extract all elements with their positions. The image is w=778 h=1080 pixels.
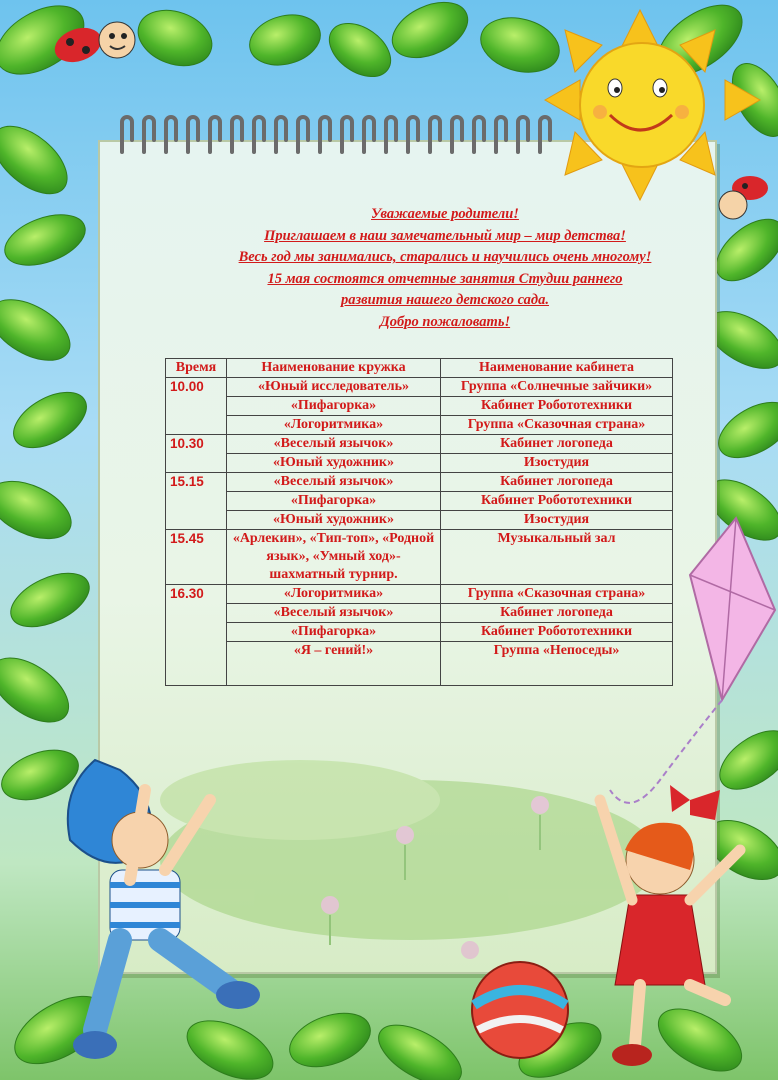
intro-line-1: Уважаемые родители!: [371, 206, 519, 222]
header-room: Наименование кабинета: [441, 359, 673, 378]
room-cell: Кабинет Робототехники: [441, 623, 673, 642]
club-cell: «Веселый язычок»: [227, 473, 441, 492]
room-cell: Группа «Солнечные зайчики»: [441, 378, 673, 397]
table-row: [166, 604, 673, 623]
room-cell: Изостудия: [441, 454, 673, 473]
club-cell: «Юный исследователь»: [227, 378, 441, 397]
club-cell: «Логоритмика»: [227, 416, 441, 435]
club-cell: «Юный художник»: [227, 454, 441, 473]
intro-line-3: Весь год мы занимались, старались и научились очень многому!: [238, 249, 652, 265]
table-row: [166, 642, 673, 686]
table-row: [166, 416, 673, 435]
room-cell: Кабинет Робототехники: [441, 492, 673, 511]
club-cell: «Арлекин», «Тип-топ», «Родной язык», «Умный ход»- шахматный турнир.: [227, 530, 441, 585]
club-cell: «Веселый язычок»: [227, 435, 441, 454]
club-cell: «Веселый язычок»: [227, 604, 441, 623]
intro-line-6: Добро пожаловать!: [379, 313, 511, 330]
time-cell: 10.30: [166, 435, 227, 473]
table-row: [166, 585, 673, 604]
table-header-row: [166, 359, 673, 378]
header-time: Время: [166, 359, 227, 378]
room-cell: Кабинет логопеда: [441, 604, 673, 623]
table-row: [166, 454, 673, 473]
room-cell: Кабинет логопеда: [441, 435, 673, 454]
club-cell: «Я – гений!»: [227, 642, 441, 686]
intro-line-2: Приглашаем в наш замечательный мир – мир детства!: [264, 227, 626, 244]
room-cell: Музыкальный зал: [441, 530, 673, 585]
time-cell: 10.00: [166, 378, 227, 435]
intro-line-4: 15 мая состоятся отчетные занятия Студии раннего: [267, 270, 623, 287]
table-row: [166, 473, 673, 492]
time-cell: 15.15: [166, 473, 227, 530]
table-row: [166, 530, 673, 585]
table-row: [166, 492, 673, 511]
table-row: [166, 511, 673, 530]
room-cell: Группа «Непоседы»: [441, 642, 673, 686]
club-cell: «Пифагорка»: [227, 397, 441, 416]
club-cell: «Логоритмика»: [227, 585, 441, 604]
club-cell: «Пифагорка»: [227, 492, 441, 511]
club-cell: «Юный художник»: [227, 511, 441, 530]
table-row: [166, 397, 673, 416]
room-cell: Изостудия: [441, 511, 673, 530]
schedule-table: [165, 358, 673, 686]
room-cell: Кабинет логопеда: [441, 473, 673, 492]
header-club: Наименование кружка: [227, 359, 441, 378]
time-cell: 15.45: [166, 530, 227, 585]
invitation-text: [170, 204, 720, 333]
spiral-rings: [112, 112, 702, 158]
club-cell: «Пифагорка»: [227, 623, 441, 642]
table-row: [166, 378, 673, 397]
table-row: [166, 623, 673, 642]
room-cell: Кабинет Робототехники: [441, 397, 673, 416]
room-cell: Группа «Сказочная страна»: [441, 585, 673, 604]
room-cell: Группа «Сказочная страна»: [441, 416, 673, 435]
table-row: [166, 435, 673, 454]
time-cell: 16.30: [166, 585, 227, 686]
intro-line-5: развития нашего детского сада.: [341, 292, 549, 308]
